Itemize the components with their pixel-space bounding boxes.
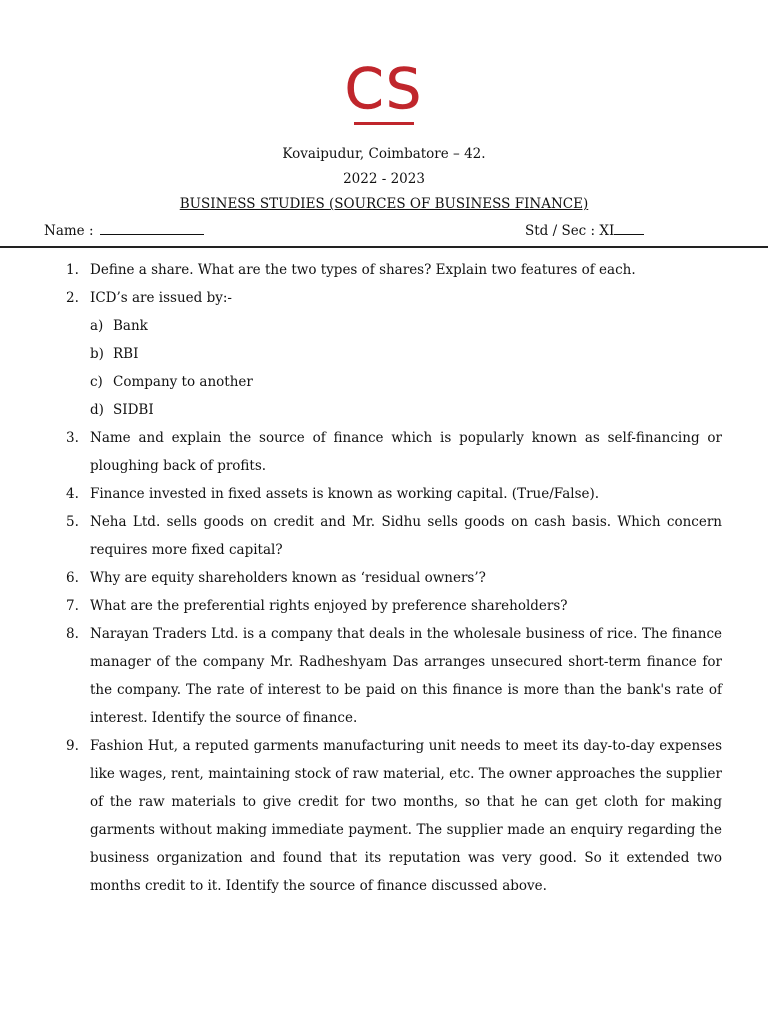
option-letter: d) — [90, 402, 104, 418]
std-sec-blank-line — [614, 222, 644, 235]
option-letter: a) — [90, 318, 104, 334]
option-letter: c) — [90, 374, 103, 390]
option-text: Company to another — [113, 374, 253, 390]
question-number: 6. — [66, 570, 79, 586]
logo-underline — [354, 122, 414, 125]
answer-option — [90, 312, 722, 340]
name-field — [44, 222, 204, 239]
question-item — [60, 564, 722, 592]
option-text: SIDBI — [113, 402, 154, 418]
question-item — [60, 480, 722, 508]
question-item — [60, 508, 722, 564]
answer-option — [90, 396, 722, 424]
header-divider — [0, 246, 768, 248]
question-text: Define a share. What are the two types of shares? Explain two features of each. — [90, 262, 636, 278]
question-item — [60, 424, 722, 480]
question-number: 4. — [66, 486, 79, 502]
answer-options — [90, 312, 722, 424]
question-text: Narayan Traders Ltd. is a company that deals in the wholesale business of rice. The finance manager of the company Mr. Radheshyam Das arranges unsecured short-term finance for the company. The rate of interest to be paid on this finance is more than the bank's rate of interest. Identify the source of finance. — [90, 626, 722, 726]
question-text: Fashion Hut, a reputed garments manufacturing unit needs to meet its day-to-day expenses like wages, rent, maintaining stock of raw material, etc. The owner approaches the supplier of the raw materials to give credit for two months, so that he can get cloth for making garments without making immediate payment. The supplier made an enquiry regarding the business organization and found that its reputation was very good. So it extended two months credit to it. Identify the source of finance discussed above. — [90, 738, 722, 894]
question-item — [60, 620, 722, 732]
question-number: 9. — [66, 738, 79, 754]
question-number: 5. — [66, 514, 79, 530]
option-letter: b) — [90, 346, 104, 362]
question-number: 1. — [66, 262, 79, 278]
answer-option — [90, 368, 722, 396]
answer-option — [90, 340, 722, 368]
question-item — [60, 592, 722, 620]
question-number: 7. — [66, 598, 79, 614]
name-label: Name : — [44, 223, 94, 239]
question-text: Name and explain the source of finance which is popularly known as self-financing or ploughing back of profits. — [90, 430, 722, 474]
question-number: 8. — [66, 626, 79, 642]
question-list — [60, 256, 722, 900]
question-item — [60, 284, 722, 424]
school-logo — [0, 57, 768, 125]
question-item — [60, 256, 722, 284]
academic-year: 2022 - 2023 — [343, 171, 425, 187]
question-text: Finance invested in fixed assets is known as working capital. (True/False). — [90, 486, 600, 502]
question-text: What are the preferential rights enjoyed by preference shareholders? — [90, 598, 568, 614]
question-number: 3. — [66, 430, 79, 446]
question-text: Neha Ltd. sells goods on credit and Mr. Sidhu sells goods on cash basis. Which concern requires more fixed capital? — [90, 514, 722, 558]
subject-title: BUSINESS STUDIES (SOURCES OF BUSINESS FINANCE) — [179, 196, 589, 212]
question-text: Why are equity shareholders known as ‘residual owners’? — [90, 570, 486, 586]
question-text: ICD’s are issued by:- — [90, 290, 232, 306]
option-text: Bank — [113, 318, 148, 334]
name-blank-line — [100, 222, 204, 235]
question-number: 2. — [66, 290, 79, 306]
option-text: RBI — [113, 346, 139, 362]
school-address: Kovaipudur, Coimbatore – 42. — [282, 146, 486, 162]
std-sec-label: Std / Sec : XI — [525, 223, 615, 239]
std-sec-field — [525, 222, 644, 239]
question-item — [60, 732, 722, 900]
logo-text: CS — [344, 57, 424, 122]
